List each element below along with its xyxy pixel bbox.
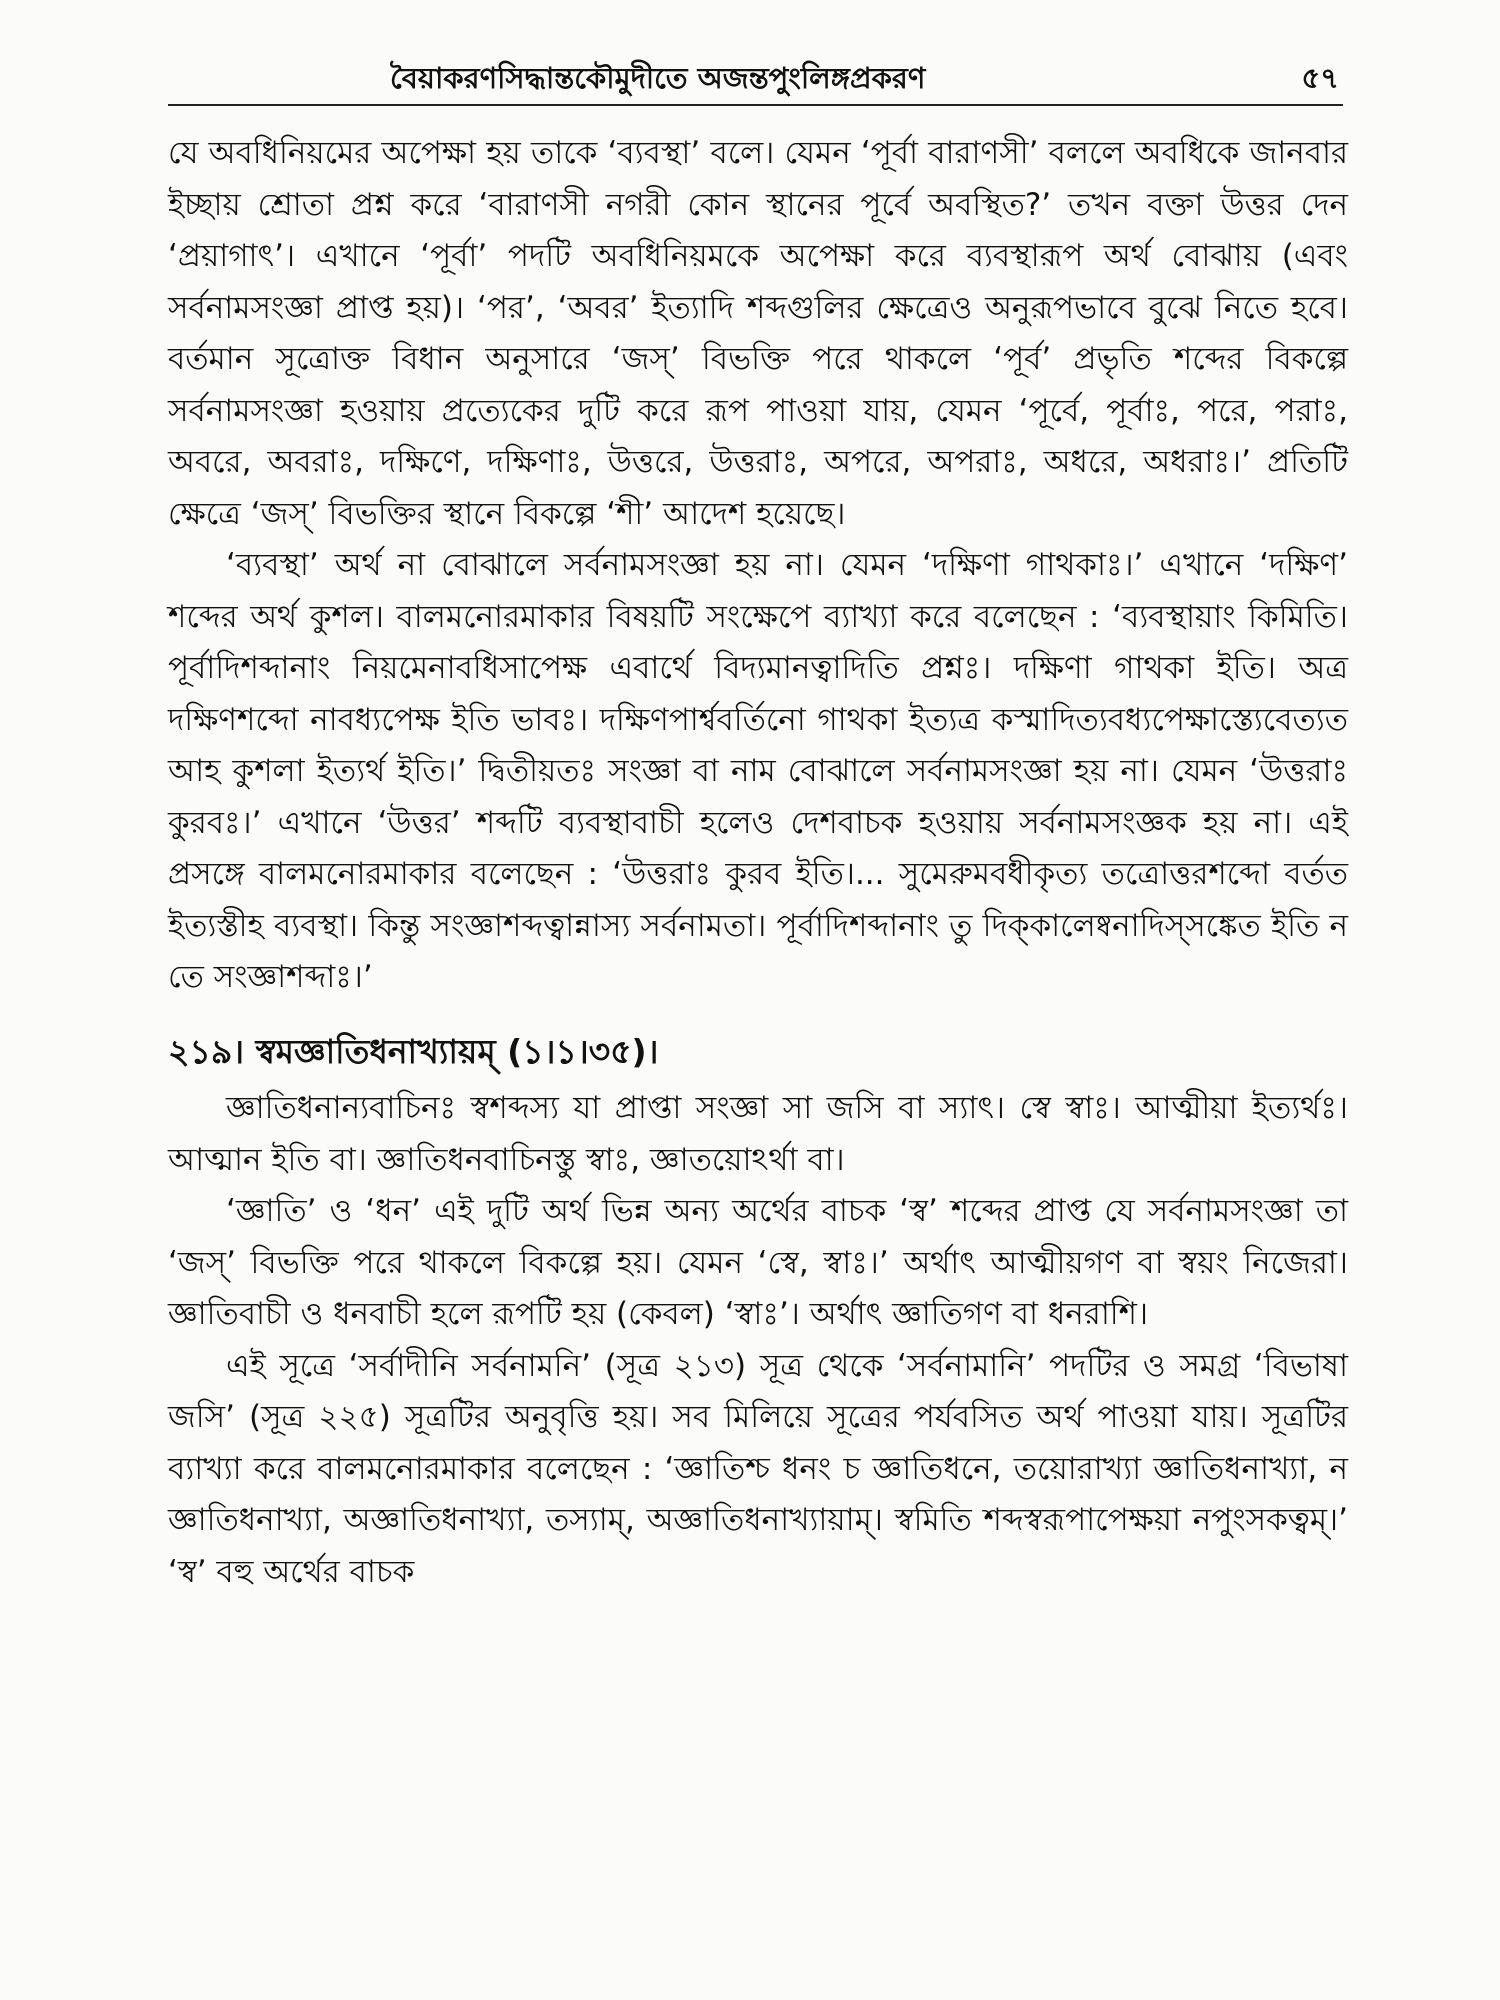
paragraph-2: ‘ব্যবস্থা’ অর্থ না বোঝালে সর্বনামসংজ্ঞা হয় না। যেমন ‘দক্ষিণা গাথকাঃ।’ এখানে ‘দক্ষিণ’ শব্দের অর্থ কুশল। বালমনোরমাকার বিষয়টি সংক্ষেপে ব্যাখ্যা করে বলেছেন : ‘ব্যবস্থায়াং কিমিতি। পূর্বাদিশব্দানাং নিয়মেনাবধিসাপেক্ষ এবার্থে বিদ্যমানত্বাদিতি প্রশ্নঃ। দক্ষিণা গাথকা ইতি। অত্র দক্ষিণশব্দো নাবধ্যপেক্ষ ইতি ভাবঃ। দক্ষিণপার্শ্ববর্তিনো গাথকা ইত্যত্র কস্মাদিত্যবধ্যপেক্ষাস্ত্যেবেত্যত আহ কুশলা ইত্যর্থ ইতি।’ দ্বিতীয়তঃ সংজ্ঞা বা নাম বোঝালে সর্বনামসংজ্ঞা হয় না। যেমন ‘উত্তরাঃ কুরবঃ।’ এখানে ‘উত্তর’ শব্দটি ব্যবস্থাবাচী হলেও দেশবাচক হওয়ায় সর্বনামসংজ্ঞক হয় না। এই প্রসঙ্গে বালমনোরমাকার বলেছেন : ‘উত্তরাঃ কুরব ইতি।... সুমেরুমবধীকৃত্য তত্রোত্তরশব্দো বর্তত ইত্যস্তীহ ব্যবস্থা। কিন্তু সংজ্ঞাশব্দত্বান্নাস্য সর্বনামতা। পূর্বাদিশব্দানাং তু দিক্‌কালেষ্বনাদিস্‌সঙ্কেত ইতি ন তে সংজ্ঞাশব্দাঃ।’ bbox=[168, 547, 1348, 995]
paragraph-3: জ্ঞাতিধনান্যবাচিনঃ স্বশব্দস্য যা প্রাপ্তা সংজ্ঞা সা জসি বা স্যাৎ। স্বে স্বাঃ। আত্মীয়া ইত্যর্থঃ। আত্মান ইতি বা। জ্ঞাতিধনবাচিনস্তু স্বাঃ, জ্ঞাতয়োঽর্থা বা। bbox=[168, 1090, 1348, 1178]
running-title: বৈয়াকরণসিদ্ধান্তকৌমুদীতে অজন্তপুংলিঙ্গপ্রকরণ bbox=[390, 61, 926, 95]
paragraph-5: এই সূত্রে ‘সর্বাদীনি সর্বনামনি’ (সূত্র ২১৩) সূত্র থেকে ‘সর্বনামানি’ পদটির ও সমগ্র ‘বিভাষা জসি’ (সূত্র ২২৫) সূত্রটির অনুবৃত্তি হয়। সব মিলিয়ে সূত্রের পর্যবসিত অর্থ পাওয়া যায়। সূত্রটির ব্যাখ্যা করে বালমনোরমাকার বলেছেন : ‘জ্ঞাতিশ্চ ধনং চ জ্ঞাতিধনে, তয়োরাখ্যা জ্ঞাতিধনাখ্যা, ন জ্ঞাতিধনাখ্যা, অজ্ঞাতিধনাখ্যা, তস্যাম্, অজ্ঞাতিধনাখ্যায়াম্। স্বমিতি শব্দস্বরূপাপেক্ষয়া নপুংসকত্বম্।’ ‘স্ব’ বহু অর্থের বাচক bbox=[168, 1347, 1348, 1590]
sutra-heading: ২১৯। স্বমজ্ঞাতিধনাখ্যায়ম্ (১।১।৩৫)। bbox=[168, 1031, 659, 1071]
page-number: ৫৭ bbox=[1301, 61, 1339, 95]
paragraph-4: ‘জ্ঞাতি’ ও ‘ধন’ এই দুটি অর্থ ভিন্ন অন্য অর্থের বাচক ‘স্ব’ শব্দের প্রাপ্ত যে সর্বনামসংজ্ঞা তা ‘জস্’ বিভক্তি পরে থাকলে বিকল্পে হয়। যেমন ‘স্বে, স্বাঃ।’ অর্থাৎ আত্মীয়গণ বা স্বয়ং নিজেরা। জ্ঞাতিবাচী ও ধনবাচী হলে রূপটি হয় (কেবল) ‘স্বাঃ’। অর্থাৎ জ্ঞাতিগণ বা ধনরাশি। bbox=[168, 1193, 1348, 1332]
paragraph-1: যে অবধিনিয়মের অপেক্ষা হয় তাকে ‘ব্যবস্থা’ বলে। যেমন ‘পূর্বা বারাণসী’ বললে অবধিকে জানবার ইচ্ছায় শ্রোতা প্রশ্ন করে ‘বারাণসী নগরী কোন স্থানের পূর্বে অবস্থিত?’ তখন বক্তা উত্তর দেন ‘প্রয়াগাৎ’। এখানে ‘পূর্বা’ পদটি অবধিনিয়মকে অপেক্ষা করে ব্যবস্থারূপ অর্থ বোঝায় (এবং সর্বনামসংজ্ঞা প্রাপ্ত হয়)। ‘পর’, ‘অবর’ ইত্যাদি শব্দগুলির ক্ষেত্রেও অনুরূপভাবে বুঝে নিতে হবে। বর্তমান সূত্রোক্ত বিধান অনুসারে ‘জস্’ বিভক্তি পরে থাকলে ‘পূর্ব’ প্রভৃতি শব্দের বিকল্পে সর্বনামসংজ্ঞা হওয়ায় প্রত্যেকের দুটি করে রূপ পাওয়া যায়, যেমন ‘পূর্বে, পূর্বাঃ, পরে, পরাঃ, অবরে, অবরাঃ, দক্ষিণে, দক্ষিণাঃ, উত্তরে, উত্তরাঃ, অপরে, অপরাঃ, অধরে, অধরাঃ।’ প্রতিটি ক্ষেত্রে ‘জস্’ বিভক্তির স্থানে বিকল্পে ‘শী’ আদেশ হয়েছে। bbox=[168, 135, 1348, 532]
page-header bbox=[168, 48, 1343, 106]
body-text bbox=[168, 128, 1348, 1598]
